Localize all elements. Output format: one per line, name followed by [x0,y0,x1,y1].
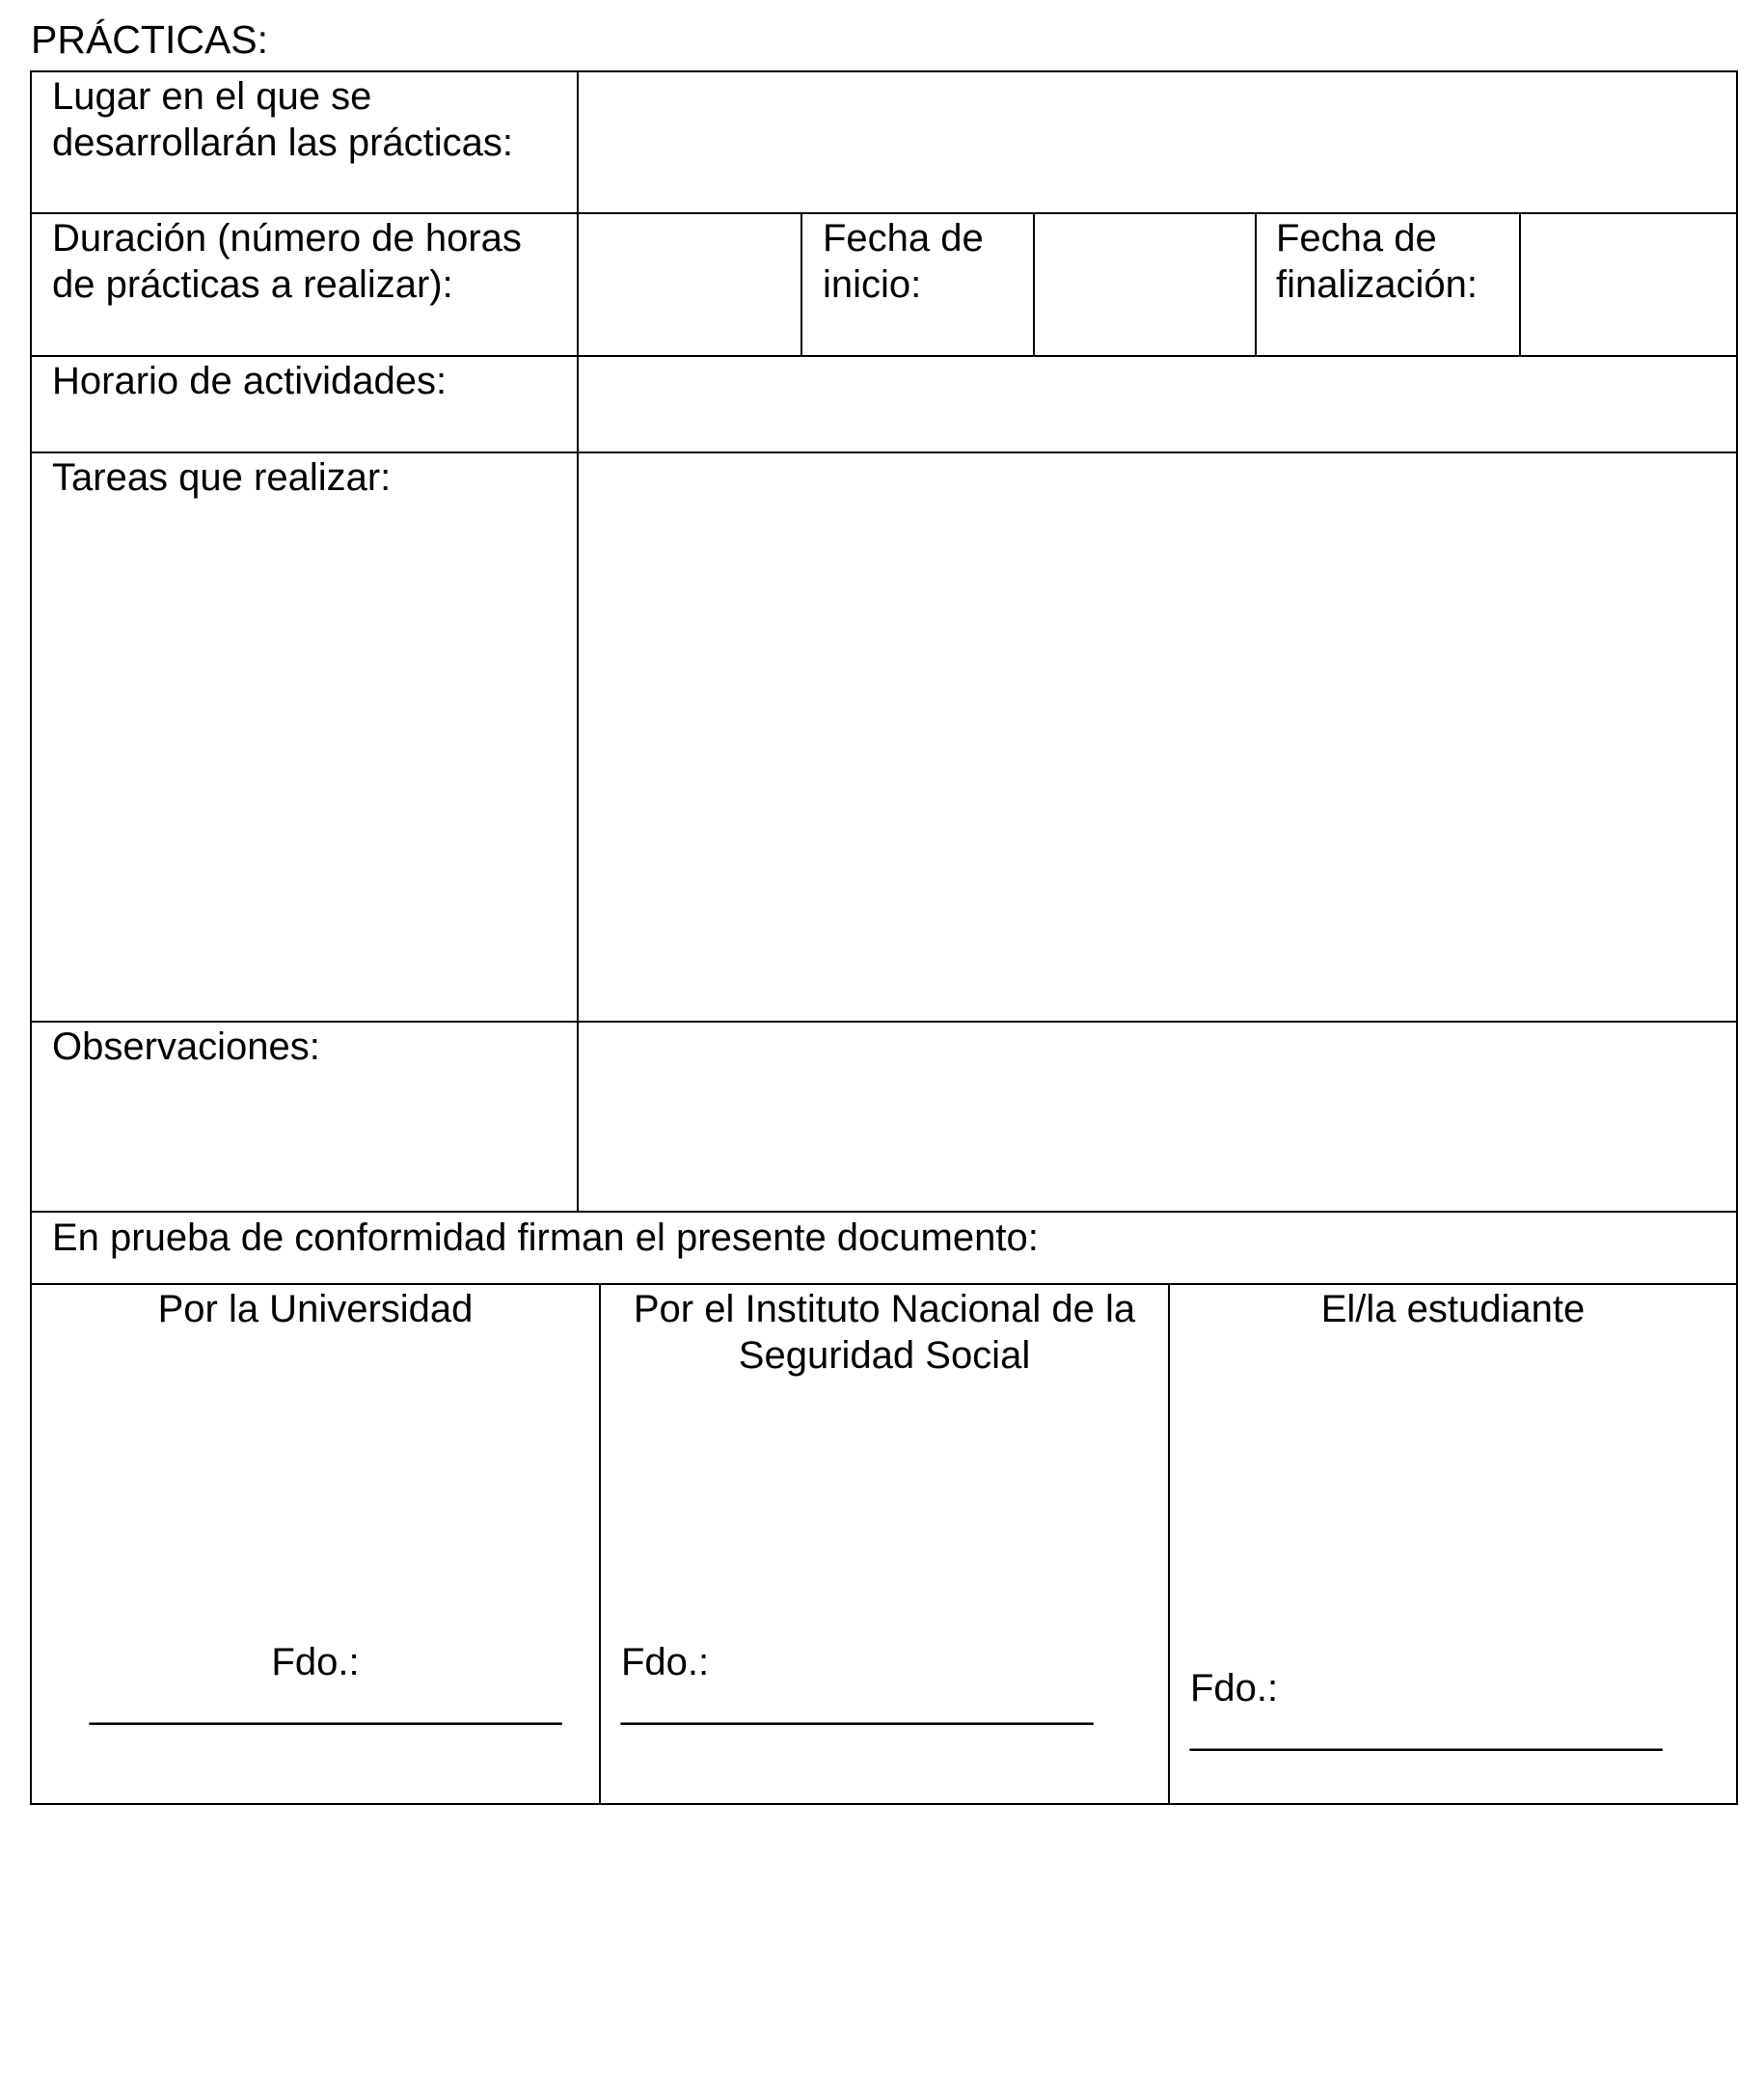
duracion-field[interactable] [579,214,801,355]
signature-title-inss: Por el Instituto Nacional de la Seguridad Social [633,1288,1136,1377]
fecha-inicio-label: Fecha de inicio: [823,217,984,306]
section-title: PRÁCTICAS: [31,17,269,62]
signature-title-universidad: Por la Universidad [157,1288,474,1330]
row-divider [30,1283,1738,1285]
fecha-inicio-field[interactable] [1035,214,1255,355]
signature-fdo-label: Fdo.: [621,1641,710,1683]
signature-line[interactable]: ______________________ [1190,1709,1663,1752]
practicas-form [30,70,1738,1805]
conformidad-text: En prueba de conformidad firman el presente documento: [52,1217,1039,1259]
signature-fdo-label: Fdo.: [1190,1667,1279,1709]
fecha-fin-label: Fecha de finalización: [1276,217,1479,306]
fecha-fin-field[interactable] [1521,214,1736,355]
row-divider [30,212,1738,214]
tareas-field[interactable] [579,453,1736,1021]
border-bottom [30,1803,1738,1805]
signature-line[interactable]: ______________________ [90,1683,562,1726]
row-divider [30,1211,1738,1213]
lugar-label: Lugar en el que se desarrollarán las prácticas: [52,75,513,164]
observaciones-field[interactable] [579,1023,1736,1211]
border-left [30,70,32,1805]
column-divider [801,212,802,357]
horario-label: Horario de actividades: [52,360,448,402]
tareas-label: Tareas que realizar: [52,456,392,499]
signature-fdo-label: Fdo.: [271,1641,360,1683]
signature-title-estudiante: El/la estudiante [1320,1288,1586,1330]
signature-line[interactable]: ______________________ [621,1683,1094,1726]
border-right [1736,70,1738,1805]
lugar-field[interactable] [579,72,1736,212]
horario-field[interactable] [579,357,1736,451]
signature-divider [1168,1283,1170,1805]
column-divider [1255,212,1257,357]
duracion-label: Duración (número de horas de prácticas a realizar): [52,217,522,306]
observaciones-label: Observaciones: [52,1025,320,1068]
